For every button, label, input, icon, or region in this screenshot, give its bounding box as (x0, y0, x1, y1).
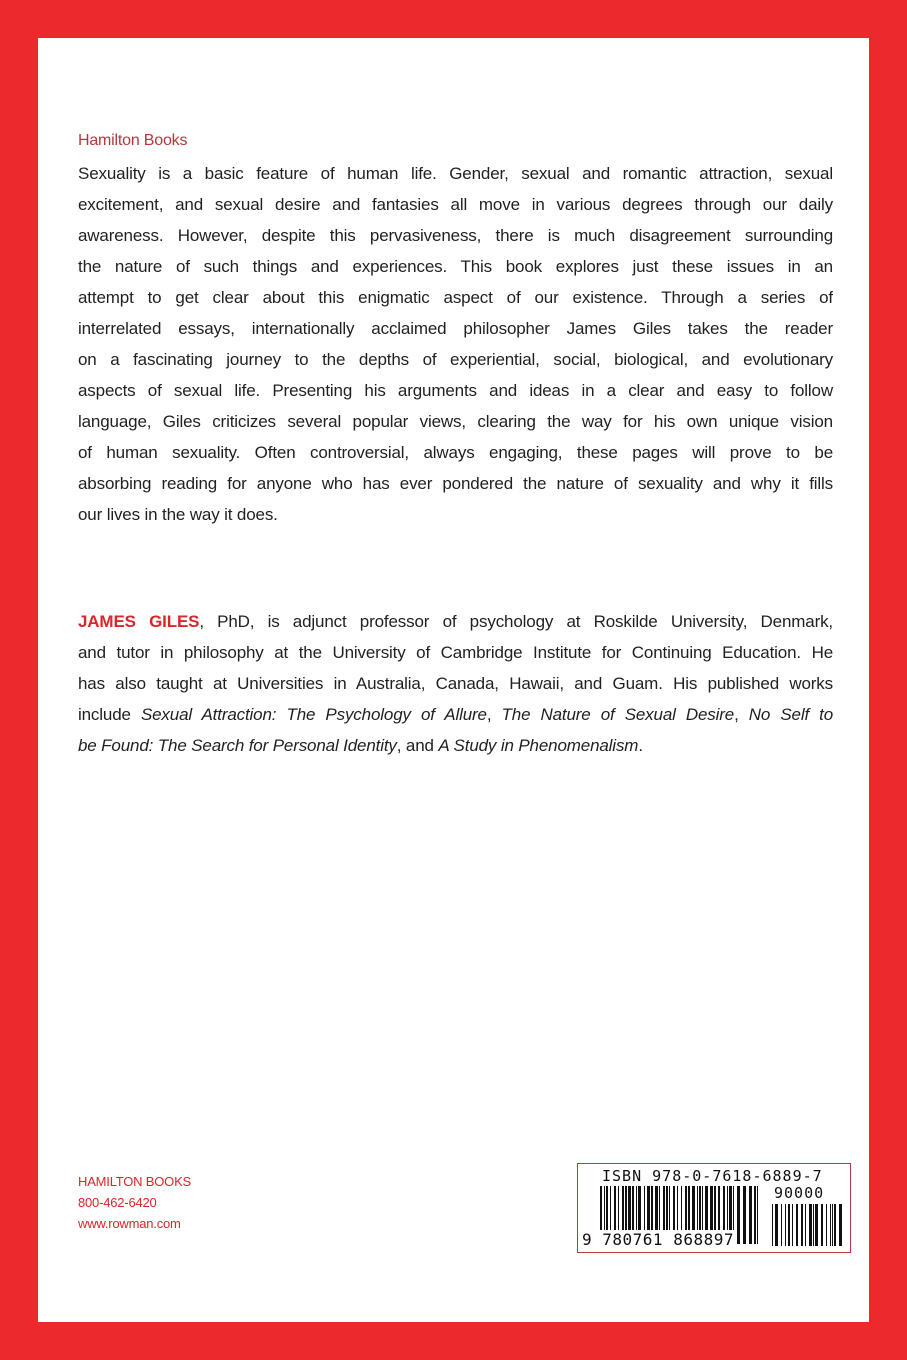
description-line: interrelated essays, internationally acclaimed philosopher James Giles takes the reader (78, 319, 833, 338)
barcode-bar (737, 1186, 740, 1244)
imprint-label: Hamilton Books (78, 132, 188, 149)
barcode-bar (775, 1204, 778, 1246)
work-title: Sexual Attraction: The Psychology of Allure (140, 705, 487, 724)
barcode-bar (830, 1204, 831, 1246)
description-line: language, Giles criticizes several popular views, clearing the way for his own unique vision (78, 412, 833, 431)
bio-line (78, 606, 833, 637)
publisher-contact (78, 1171, 191, 1234)
barcode-bar (785, 1204, 786, 1246)
barcode-bar (826, 1204, 827, 1246)
bio-line: has also taught at Universities in Australia, Canada, Hawaii, and Guam. His published works (78, 674, 833, 693)
work-title: The Nature of Sexual Desire (501, 705, 735, 724)
bio-line (78, 699, 833, 730)
barcode-bar (788, 1204, 790, 1246)
isbn-label: ISBN 978-0-7618-6889-7 (602, 1167, 823, 1185)
bio-line: and tutor in philosophy at the University of Cambridge Institute for Continuing Education. He (78, 643, 833, 662)
description-line: of human sexuality. Often controversial, always engaging, these pages will prove to be (78, 443, 833, 462)
description-line: on a fascinating journey to the depths of experiential, social, biological, and evolutionary (78, 350, 833, 369)
author-name: JAMES GILES (78, 612, 200, 631)
barcode-bar (772, 1204, 773, 1246)
description-line: attempt to get clear about this enigmatic aspect of our existence. Through a series of (78, 288, 833, 307)
barcode-bar (809, 1204, 812, 1246)
bio-text: . (638, 736, 643, 755)
work-title: No Self to (748, 705, 833, 724)
work-title: A Study in Phenomenalism (438, 736, 639, 755)
barcode-bar (839, 1204, 842, 1246)
description-line: excitement, and sexual desire and fantasies all move in various degrees through our daily (78, 195, 833, 214)
description-line: awareness. However, despite this pervasiveness, there is much disagreement surrounding (78, 226, 833, 245)
description-line: absorbing reading for anyone who has ever pondered the nature of sexuality and why it fills (78, 474, 833, 493)
description-line: aspects of sexual life. Presenting his arguments and ideas in a clear and easy to follow (78, 381, 833, 400)
barcode-bar (813, 1204, 814, 1246)
bio-text: , PhD, is adjunct professor of psychology at Roskilde University, Denmark, (199, 612, 833, 631)
barcode-bar (743, 1186, 746, 1244)
barcode-bar (757, 1186, 758, 1244)
barcode-bar (749, 1186, 752, 1244)
description-line: the nature of such things and experiences. This book explores just these issues in an (78, 257, 833, 276)
work-title: be Found: The Search for Personal Identity (78, 736, 397, 755)
isbn-barcode (577, 1163, 851, 1253)
description-line: our lives in the way it does. (78, 505, 278, 524)
publisher-phone: 800-462-6420 (78, 1195, 157, 1210)
barcode-bar (805, 1204, 806, 1246)
bio-text: , (734, 705, 749, 724)
publisher-website: www.rowman.com (78, 1216, 181, 1231)
book-description (78, 158, 833, 530)
author-bio (78, 606, 833, 761)
barcode-bar (792, 1204, 793, 1246)
barcode-bar (754, 1186, 756, 1244)
barcode-bar (781, 1204, 782, 1246)
barcode-digits: 9 780761 868897 (582, 1230, 734, 1249)
bio-text: , (486, 705, 502, 724)
bio-text: include (78, 705, 141, 724)
barcode-bar (832, 1204, 833, 1246)
publisher-name: HAMILTON BOOKS (78, 1174, 192, 1189)
bio-text: , and (396, 736, 439, 755)
barcode-bar (821, 1204, 823, 1246)
barcode-bar (801, 1204, 803, 1246)
barcode-bar (834, 1204, 836, 1246)
barcode-bar (796, 1204, 798, 1246)
bio-line (78, 730, 833, 761)
barcode-bar (815, 1204, 818, 1246)
description-line: Sexuality is a basic feature of human life. Gender, sexual and romantic attraction, sexual (78, 164, 833, 183)
barcode-addon: 90000 (774, 1184, 825, 1202)
